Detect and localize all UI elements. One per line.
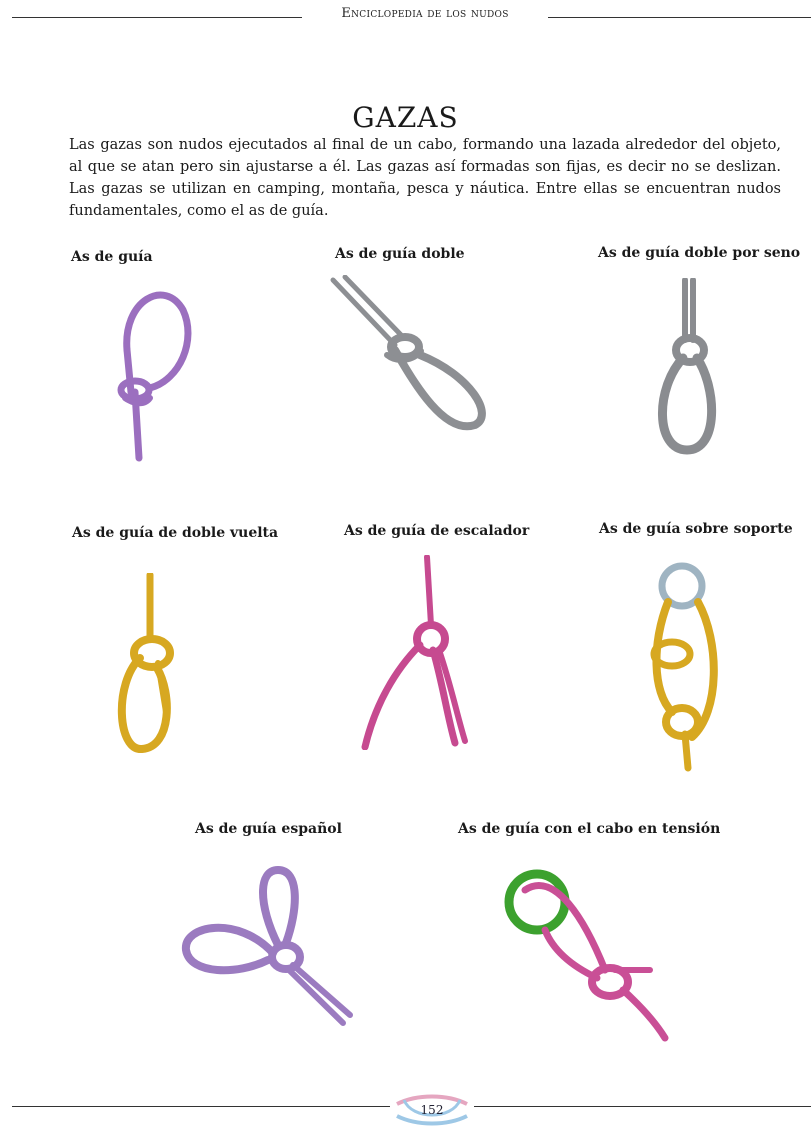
- footer-rule-right: [474, 1106, 811, 1107]
- header-rule-right: [548, 17, 811, 18]
- caption-as-de-guia-sobre-soporte: As de guía sobre soporte: [599, 521, 793, 537]
- knot-illustration-as-de-guia-doble-por-seno: [645, 278, 745, 463]
- page-number: 152: [420, 1103, 444, 1117]
- footer-rule-left: [12, 1106, 390, 1107]
- knot-illustration-as-de-guia: [105, 280, 205, 465]
- knot-illustration-as-de-guia-de-escalador: [355, 555, 485, 750]
- header-rule-left: [12, 17, 302, 18]
- caption-as-de-guia-espanol: As de guía español: [195, 821, 342, 837]
- intro-paragraph: Las gazas son nudos ejecutados al final de un cabo, formando una lazada alrededor del objeto, al que se atan pero sin ajustarse a él. Las gazas así formadas son fijas, es decir no se deslizan. Las gazas se utilizan en camping, montaña, pesca y náutica. Entre ellas se encuentran nudos fundamentales, como el as de guía.: [69, 137, 781, 219]
- page-title: GAZAS: [352, 100, 459, 134]
- caption-as-de-guia-de-doble-vuelta: As de guía de doble vuelta: [72, 525, 279, 541]
- caption-as-de-guia-de-escalador: As de guía de escalador: [344, 523, 530, 539]
- knot-illustration-as-de-guia-sobre-soporte: [630, 562, 740, 772]
- caption-as-de-guia-cabo-en-tension: As de guía con el cabo en tensión: [458, 821, 721, 837]
- knot-illustration-as-de-guia-de-doble-vuelta: [112, 573, 192, 758]
- caption-as-de-guia: As de guía: [71, 249, 153, 265]
- knot-illustration-as-de-guia-espanol: [178, 865, 368, 1030]
- knot-illustration-as-de-guia-doble: [325, 275, 495, 445]
- caption-as-de-guia-doble: As de guía doble: [335, 246, 465, 262]
- caption-as-de-guia-doble-por-seno: As de guía doble por seno: [598, 245, 801, 261]
- knot-illustration-as-de-guia-cabo-en-tension: [485, 860, 695, 1045]
- running-title: Enciclopedia de los nudos: [341, 6, 509, 21]
